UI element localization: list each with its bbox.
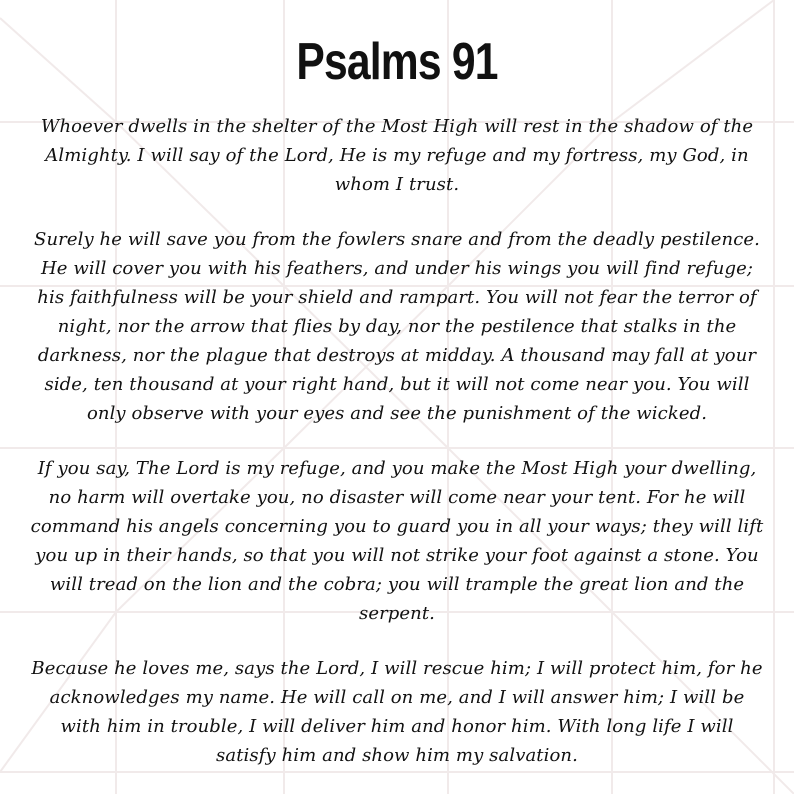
verse-paragraph-3: If you say, The Lord is my refuge, and you make the Most High your dwelling, no harm will overtake you, no disaster will come near your tent. For he will command his angels concerning you to guard you in all your ways; they will lift you up in their hands, so that you will not strike your foot against a stone. You will tread on the lion and the cobra; you will trample the great lion and the serpent. bbox=[30, 458, 764, 624]
page-title: Psalms 91 bbox=[296, 33, 498, 91]
verse-paragraph-4: Because he loves me, says the Lord, I will rescue him; I will protect him, for he acknowledges my name. He will call on me, and I will answer him; I will be with him in trouble, I will deliver him and honor him. With long life I will satisfy him and show him my salvation. bbox=[31, 658, 763, 766]
verse-paragraph-1: Whoever dwells in the shelter of the Most High will rest in the shadow of the Almighty. I will say of the Lord, He is my refuge and my fortress, my God, in whom I trust. bbox=[40, 116, 754, 195]
verse-paragraph-2: Surely he will save you from the fowlers snare and from the deadly pestilence. He will cover you with his feathers, and under his wings you will find refuge; his faithfulness will be your shield and rampart. You will not fear the terror of night, nor the arrow that flies by day, nor the pestilence that stalks in the darkness, nor the plague that destroys at midday. A thousand may fall at your side, ten thousand at your right hand, but it will not come near you. You will only observe with your eyes and see the punishment of the wicked. bbox=[34, 229, 760, 424]
